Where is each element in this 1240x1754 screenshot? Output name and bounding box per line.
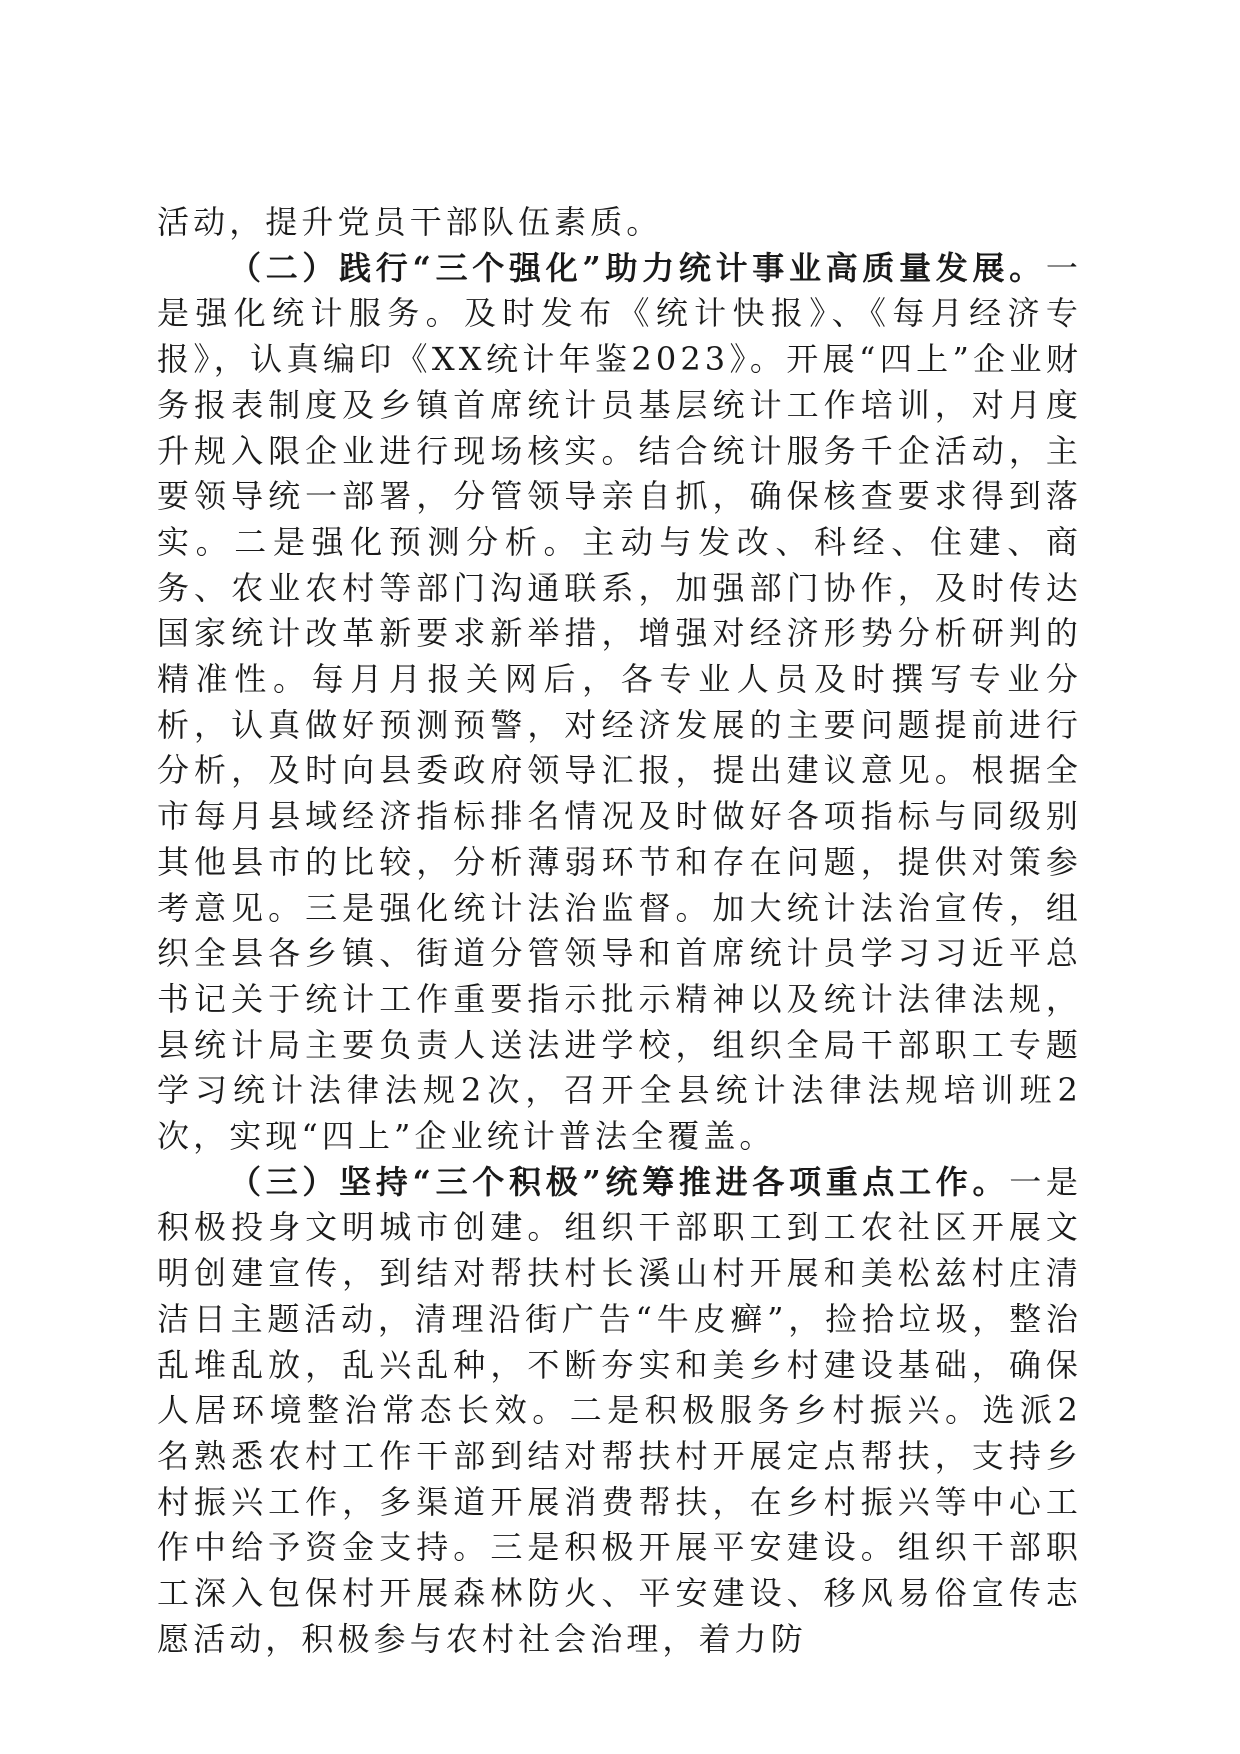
paragraph-section-two <box>157 246 1082 1160</box>
paragraph-continuation <box>157 200 1082 246</box>
body-text <box>157 200 1082 1663</box>
paragraph-section-three <box>157 1160 1082 1663</box>
paragraph-text: 一是积极投身文明城市创建。组织干部职工到工农社区开展文明创建宣传，到结对帮扶村长溪山村开展和美松兹村庄清洁日主题活动，清理沿街广告“牛皮癣”，捡拾垃圾，整治乱堆乱放，乱兴乱种，不断夯实和美乡村建设基础，确保人居环境整治常态长效。二是积极服务乡村振兴。选派2名熟悉农村工作干部到结对帮扶村开展定点帮扶，支持乡村振兴工作，多渠道开展消费帮扶，在乡村振兴等中心工作中给予资金支持。三是积极开展平安建设。组织干部职工深入包保村开展森林防火、平安建设、移风易俗宣传志愿活动，积极参与农村社会治理，着力防 <box>157 1162 1083 1658</box>
section-heading: （三）坚持“三个积极”统筹推进各项重点工作。 <box>229 1162 1010 1201</box>
paragraph-text: 活动，提升党员干部队伍素质。 <box>157 203 663 241</box>
paragraph-text: 一是强化统计服务。及时发布《统计快报》、《每月经济专报》，认真编印《XX统计年鉴2023》。开展“四上”企业财务报表制度及乡镇首席统计员基层统计工作培训，对月度升规入限企业进行现场核实。结合统计服务千企活动，主要领导统一部署，分管领导亲自抓，确保核查要求得到落实。二是强化预测分析。主动与发改、科经、住建、商务、农业农村等部门沟通联系，加强部门协作，及时传达国家统计改革新要求新举措，增强对经济形势分析研判的精准性。每月月报关网后，各专业人员及时撰写专业分析，认真做好预测预警，对经济发展的主要问题提前进行分析，及时向县委政府领导汇报，提出建议意见。根据全市每月县域经济指标排名情况及时做好各项指标与同级别其他县市的比较，分析薄弱环节和存在问题，提供对策参考意见。三是强化统计法治监督。加大统计法治宣传，组织全县各乡镇、街道分管领导和首席统计员学习习近平总书记关于统计工作重要指示批示精神以及统计法律法规，县统计局主要负责人送法进学校，组织全局干部职工专题学习统计法律法规2次，召开全县统计法律法规培训班2次，实现“四上”企业统计普法全覆盖。 <box>157 248 1082 1156</box>
section-heading: （二）践行“三个强化”助力统计事业高质量发展。 <box>229 248 1046 287</box>
